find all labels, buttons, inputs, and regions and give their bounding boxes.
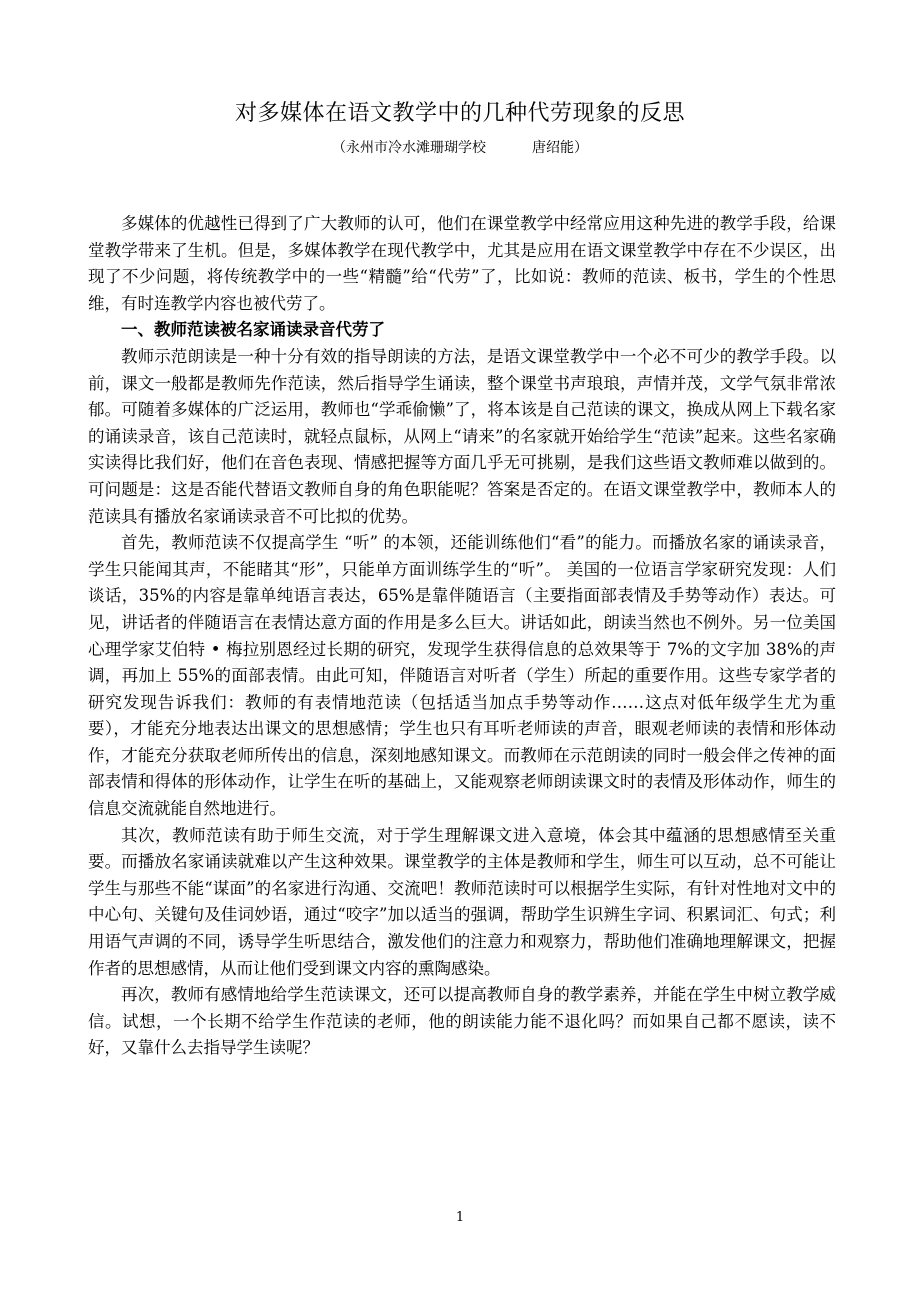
document-title: 对多媒体在语文教学中的几种代劳现象的反思 — [234, 101, 685, 126]
document-body — [88, 211, 836, 1062]
paragraph-intro: 多媒体的优越性已得到了广大教师的认可，他们在课堂教学中经常应用这种先进的教学手段，给课堂教学带来了生机。但是，多媒体教学在现代教学中，尤其是应用在语文课堂教学中存在不少误区，出现了不少问题，将传统教学中的一些“精髓”给“代劳”了，比如说：教师的范读、板书，学生的个性思维，有时连教学内容也被代劳了。 — [88, 214, 836, 313]
byline-school: （永州市冷水滩珊瑚学校 — [332, 140, 486, 156]
section-heading: 一、教师范读被名家诵读录音代劳了 — [121, 320, 385, 340]
paragraph-1: 教师示范朗读是一种十分有效的指导朗读的方法，是语文课堂教学中一个必不可少的教学手段。以前，课文一般都是教师先作范读，然后指导学生诵读，整个课堂书声琅琅，声情并茂，文学气氛非常浓郁。可随着多媒体的广泛运用，教师也“学乖偷懒”了，将本该是自己范读的课文，换成从网上下载名家的诵读录音，该自己范读时，就轻点鼠标，从网上“请来”的名家就开始给学生“范读”起来。这些名家确实读得比我们好，他们在音色表现、情感把握等方面几乎无可挑剔，是我们这些语文教师难以做到的。可问题是：这是否能代替语文教师自身的角色职能呢？答案是否定的。在语文课堂教学中，教师本人的范读具有播放名家诵读录音不可比拟的优势。 — [88, 346, 836, 526]
byline — [0, 137, 920, 157]
byline-author: 唐绍能） — [532, 140, 588, 156]
page-number: 1 — [455, 1210, 465, 1225]
paragraph-4: 再次，教师有感情地给学生范读课文，还可以提高教师自身的教学素养，并能在学生中树立教学威信。试想，一个长期不给学生作范读的老师，他的朗读能力能不退化吗？而如果自己都不愿读，读不好，又靠什么去指导学生读呢？ — [88, 985, 836, 1058]
paragraph-3: 其次，教师范读有助于师生交流，对于学生理解课文进入意境，体会其中蕴涵的思想感情至关重要。而播放名家诵读就难以产生这种效果。课堂教学的主体是教师和学生，师生可以互动，总不可能让学生与那些不能“谋面”的名家进行沟通、交流吧！教师范读时可以根据学生实际，有针对性地对文中的中心句、关键句及佳词妙语，通过“咬字”加以适当的强调，帮助学生识辨生字词、积累词汇、句式；利用语气声调的不同，诱导学生听思结合，激发他们的注意力和观察力，帮助他们准确地理解课文，把握作者的思想感情，从而让他们受到课文内容的熏陶感染。 — [88, 825, 836, 978]
paragraph-2: 首先，教师范读不仅提高学生 “听” 的本领，还能训练他们“看”的能力。而播放名家的诵读录音，学生只能闻其声，不能睹其“形”，只能单方面训练学生的“听”。 美国的一位语言学家研究发现：人们谈话，35%的内容是靠单纯语言表达，65%是靠伴随语言（主要指面部表情及手势等动作）表达。可见，讲话者的伴随语言在表情达意方面的作用是多么巨大。讲话如此，朗读当然也不例外。另一位美国心理学家艾伯特 • 梅拉别恩经过长期的研究，发现学生获得信息的总效果等于 7%的文字加 38%的声调，再加上 55%的面部表情。由此可知，伴随语言对听者（学生）所起的重要作用。这些专家学者的研究发现告诉我们：教师的有表情地范读（包括适当加点手势等动作……这点对低年级学生尤为重要），才能充分地表达出课文的思想感情；学生也只有耳听老师读的声音，眼观老师读的表情和形体动作，才能充分获取老师所传出的信息，深刻地感知课文。而教师在示范朗读的同时一般会伴之传神的面部表情和得体的形体动作，让学生在听的基础上，又能观察老师朗读课文时的表情及形体动作，师生的信息交流就能自然地进行。 — [88, 533, 836, 819]
